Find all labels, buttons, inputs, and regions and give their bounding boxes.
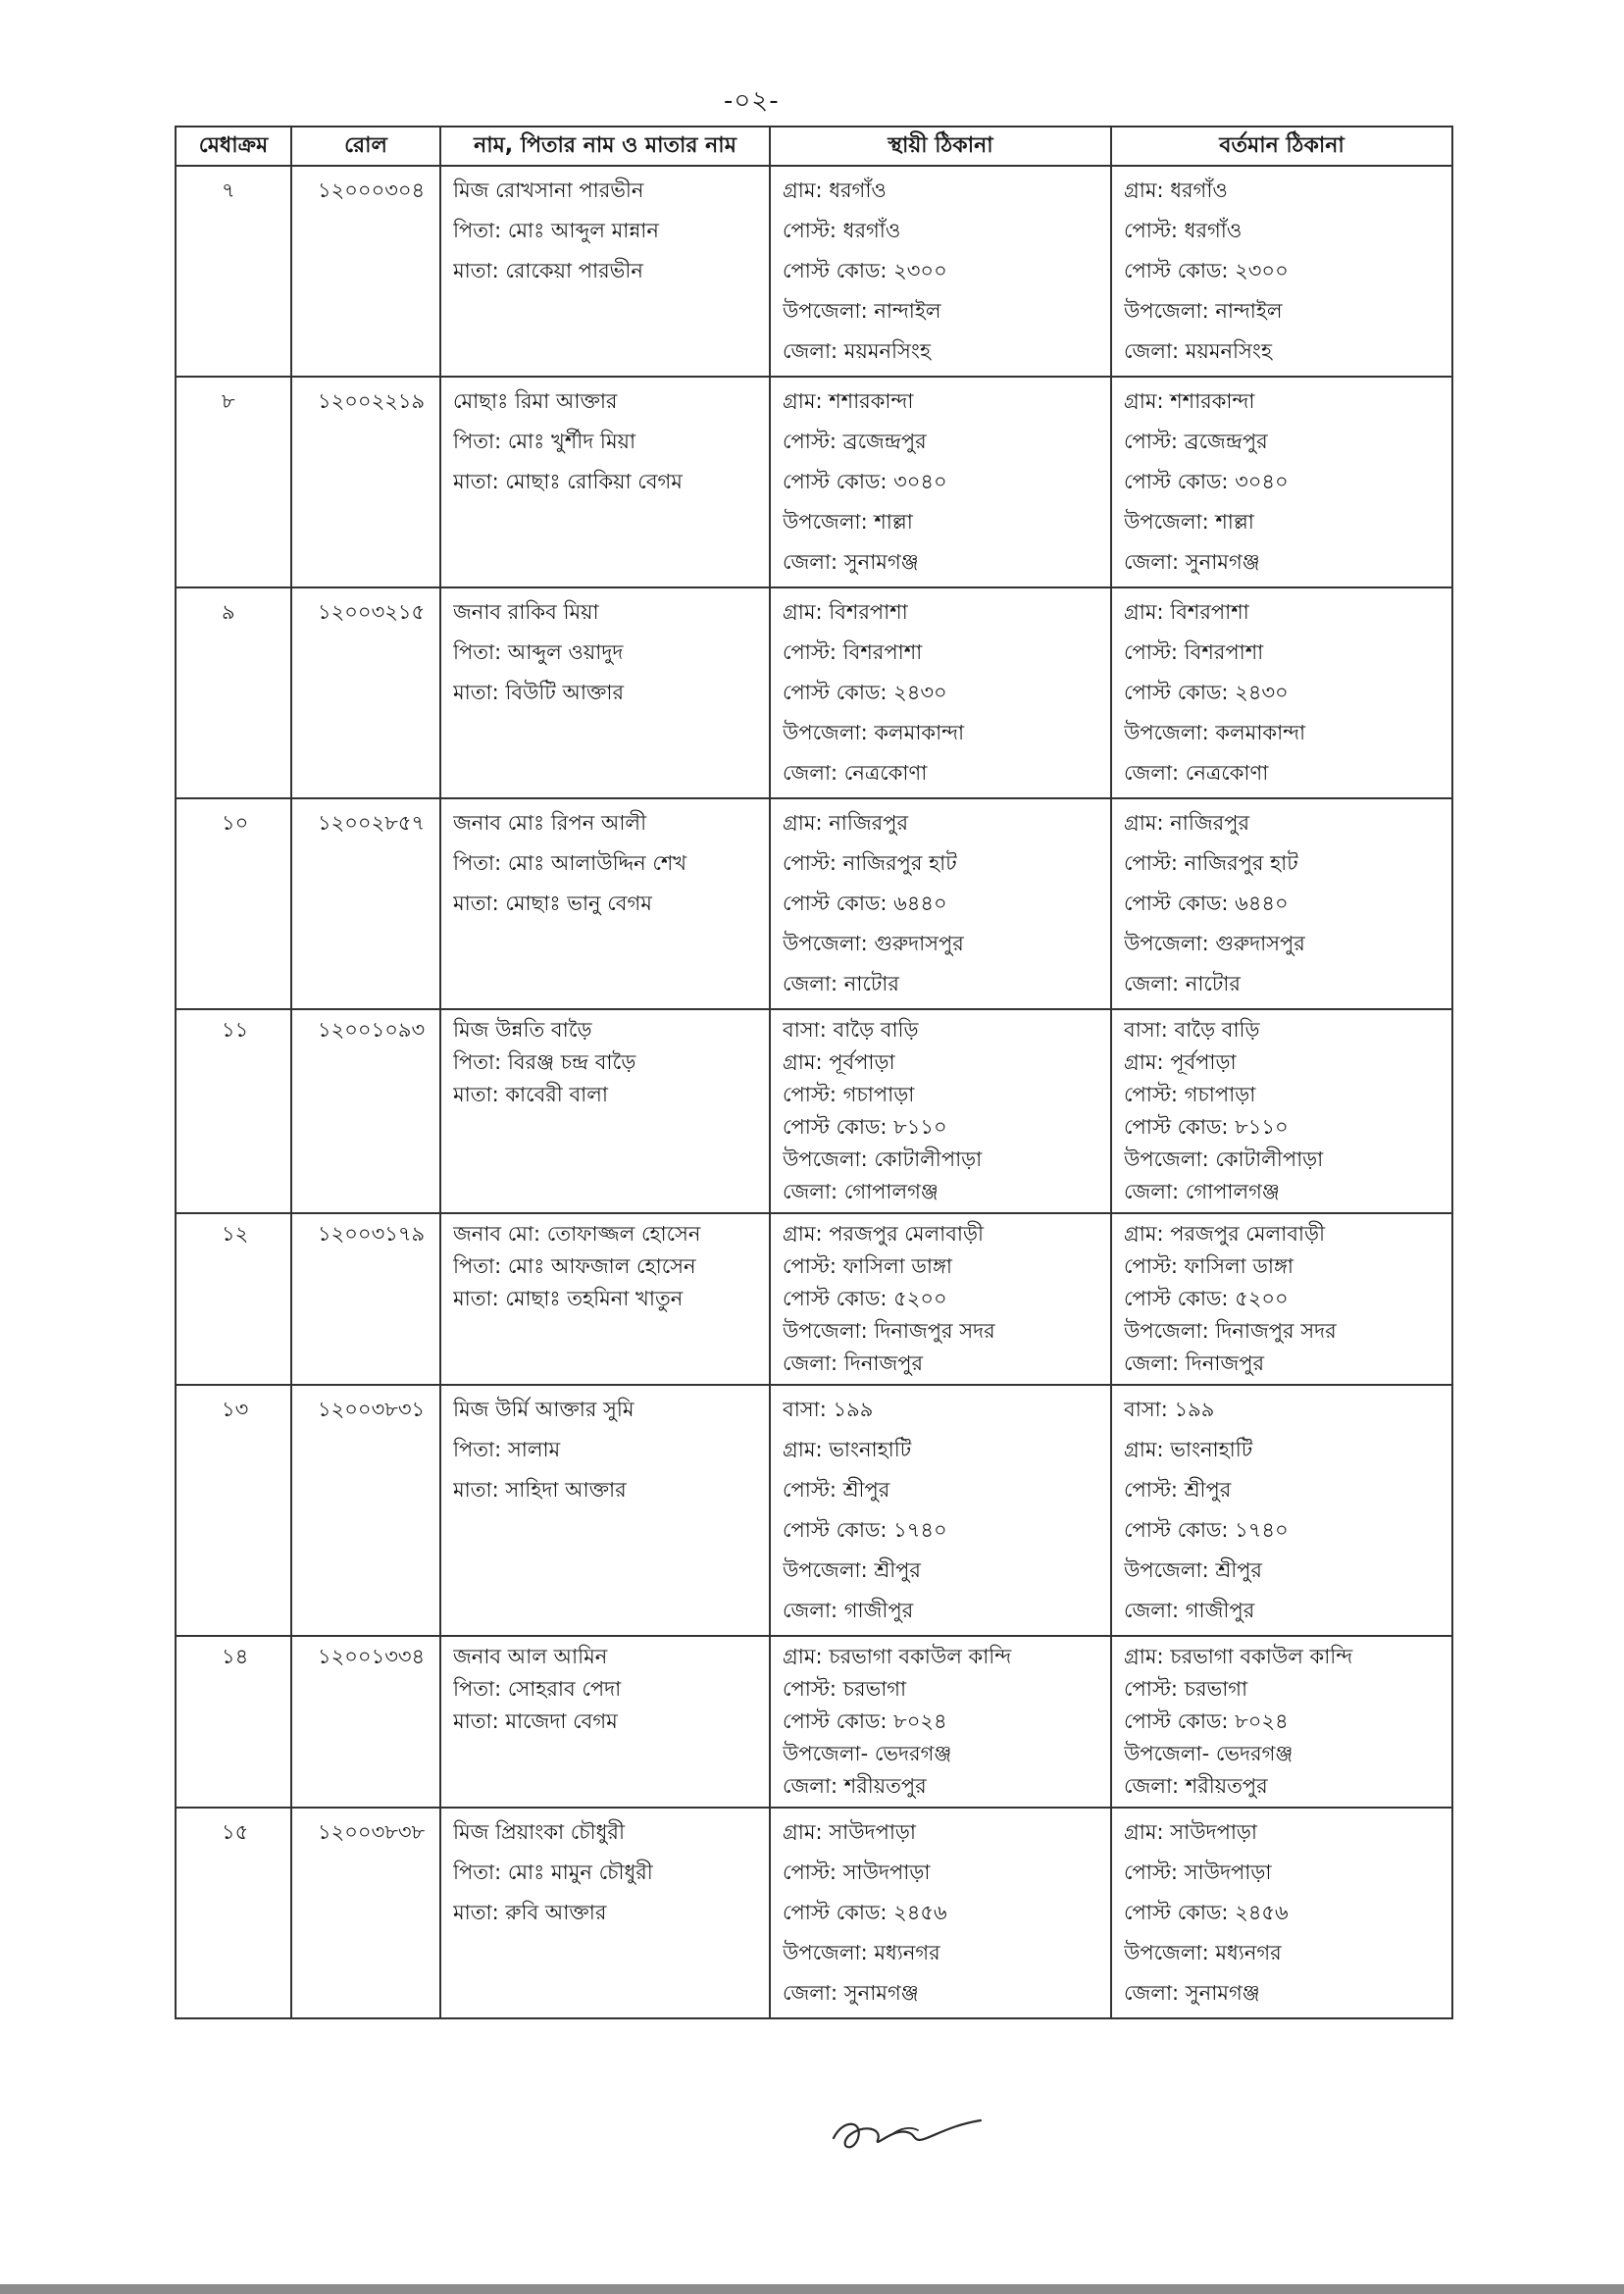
address-line: পোস্ট কোড: ২৩০০ <box>783 259 947 282</box>
table-row <box>176 377 1452 587</box>
name-parents-cell <box>440 377 770 587</box>
address-line: উপজেলা: গুরুদাসপুর <box>1124 932 1305 955</box>
table-row <box>176 1213 1452 1385</box>
permanent-address-cell <box>770 1385 1111 1636</box>
address-line: পোস্ট: ধরগাঁও <box>1124 219 1243 242</box>
address-line: গ্রাম: ভাংনাহাটি <box>783 1438 912 1461</box>
name-line: পিতা: মোঃ মামুন চৌধুরী <box>453 1861 653 1884</box>
name-line: জনাব আল আমিন <box>453 1645 608 1668</box>
name-line: পিতা: আব্দুল ওয়াদুদ <box>453 640 624 664</box>
address-line: বাসা: ১৯৯ <box>783 1398 874 1421</box>
name-line: পিতা: সোহরাব পেদা <box>453 1677 622 1701</box>
table-row <box>176 166 1452 377</box>
address-line: পোস্ট: নাজিরপুর হাট <box>783 851 957 875</box>
roll-cell: ১২০০২২১৯ <box>291 377 440 587</box>
present-address-cell <box>1111 1009 1452 1213</box>
address-line: গ্রাম: সাউদপাড়া <box>783 1820 917 1844</box>
address-line: উপজেলা: কোটালীপাড়া <box>1124 1147 1324 1171</box>
address-line: পোস্ট কোড: ৫২০০ <box>1124 1287 1289 1310</box>
address-line: পোস্ট কোড: ৬৪৪০ <box>1124 892 1289 915</box>
address-line: উপজেলা: নান্দাইল <box>783 299 941 323</box>
address-line: পোস্ট: সাউদপাড়া <box>1124 1861 1272 1884</box>
address-line: পোস্ট: ফাসিলা ডাঙ্গা <box>783 1254 952 1278</box>
name-line: মাতা: কাবেরী বালা <box>453 1083 609 1106</box>
name-line: মাতা: মোছাঃ তহমিনা খাতুন <box>453 1287 684 1310</box>
address-line: পোস্ট কোড: ১৭৪০ <box>783 1518 947 1542</box>
address-line: পোস্ট কোড: ১৭৪০ <box>1124 1518 1289 1542</box>
name-line: জনাব রাকিব মিয়া <box>453 600 599 624</box>
address-line: জেলা: গোপালগঞ্জ <box>783 1180 939 1203</box>
address-line: পোস্ট: গচাপাড়া <box>1124 1083 1256 1106</box>
address-line: উপজেলা: নান্দাইল <box>1124 299 1283 323</box>
table-row <box>176 1808 1452 2018</box>
roll-cell: ১২০০১০৯৩ <box>291 1009 440 1213</box>
address-line: পোস্ট কোড: ৩০৪০ <box>783 470 947 493</box>
address-line: জেলা: সুনামগঞ্জ <box>1124 1981 1260 2005</box>
address-line: জেলা: নেত্রকোণা <box>1124 761 1269 785</box>
address-line: পোস্ট কোড: ৮১১০ <box>1124 1115 1289 1139</box>
present-address-cell <box>1111 1385 1452 1636</box>
address-line: উপজেলা: কলমাকান্দা <box>783 721 965 744</box>
name-line: মাতা: মোছাঃ ভানু বেগম <box>453 892 652 915</box>
roll-cell: ১২০০১৩৩৪ <box>291 1636 440 1808</box>
address-line: জেলা: ময়মনসিংহ <box>783 339 931 363</box>
table-row <box>176 587 1452 798</box>
name-line: পিতা: মোঃ আলাউদ্দিন শেখ <box>453 851 687 875</box>
address-line: গ্রাম: শশারকান্দা <box>1124 389 1255 413</box>
address-line: উপজেলা: কোটালীপাড়া <box>783 1147 983 1171</box>
address-line: গ্রাম: পূর্বপাড়া <box>783 1050 895 1074</box>
roll-cell: ১২০০২৮৫৭ <box>291 798 440 1009</box>
address-line: জেলা: সুনামগঞ্জ <box>783 550 919 574</box>
header-present-address: বর্তমান ঠিকানা <box>1111 127 1452 166</box>
merit-order-cell: ১৩ <box>176 1385 291 1636</box>
name-parents-cell <box>440 1009 770 1213</box>
name-parents-cell <box>440 798 770 1009</box>
address-line: উপজেলা: মধ্যনগর <box>783 1941 940 1964</box>
merit-order-cell: ১০ <box>176 798 291 1009</box>
name-parents-cell <box>440 1385 770 1636</box>
address-line: উপজেলা: গুরুদাসপুর <box>783 932 964 955</box>
address-line: গ্রাম: পরজপুর মেলাবাড়ী <box>783 1222 985 1246</box>
permanent-address-cell <box>770 587 1111 798</box>
merit-order-cell: ১২ <box>176 1213 291 1385</box>
name-parents-cell <box>440 587 770 798</box>
present-address-cell <box>1111 1636 1452 1808</box>
name-line: মাতা: মাজেদা বেগম <box>453 1709 618 1733</box>
name-line: পিতা: মোঃ আফজাল হোসেন <box>453 1254 696 1278</box>
address-line: পোস্ট কোড: ২৪৩০ <box>783 681 947 704</box>
address-line: পোস্ট কোড: ৮০২৪ <box>783 1709 947 1733</box>
header-roll: রোল <box>291 127 440 166</box>
address-line: উপজেলা: শাল্লা <box>783 510 913 534</box>
address-line: জেলা: সুনামগঞ্জ <box>783 1981 919 2005</box>
present-address-cell <box>1111 377 1452 587</box>
address-line: জেলা: দিনাজপুর <box>783 1351 924 1375</box>
merit-order-cell: ৭ <box>176 166 291 377</box>
name-line: জনাব মো: তোফাজ্জল হোসেন <box>453 1222 701 1246</box>
address-line: পোস্ট কোড: ৮১১০ <box>783 1115 947 1139</box>
address-line: গ্রাম: পরজপুর মেলাবাড়ী <box>1124 1222 1326 1246</box>
address-line: গ্রাম: ভাংনাহাটি <box>1124 1438 1253 1461</box>
address-line: জেলা: নাটোর <box>783 972 899 995</box>
table-row <box>176 1385 1452 1636</box>
name-line: পিতা: বিরঞ্জ চন্দ্র বাড়ৈ <box>453 1050 636 1074</box>
address-line: উপজেলা: শ্রীপুর <box>783 1558 921 1582</box>
address-line: উপজেলা: শাল্লা <box>1124 510 1254 534</box>
merit-order-cell: ১৫ <box>176 1808 291 2018</box>
name-parents-cell <box>440 166 770 377</box>
permanent-address-cell <box>770 377 1111 587</box>
name-line: মাতা: বিউটি আক্তার <box>453 681 625 704</box>
name-parents-cell <box>440 1213 770 1385</box>
merit-order-cell: ১১ <box>176 1009 291 1213</box>
address-line: জেলা: গাজীপুর <box>1124 1599 1255 1622</box>
page-bottom-edge <box>0 2284 1624 2294</box>
address-line: পোস্ট: চরভাগা <box>1124 1677 1248 1701</box>
address-line: পোস্ট কোড: ২৪৫৬ <box>783 1901 947 1924</box>
address-line: পোস্ট: নাজিরপুর হাট <box>1124 851 1298 875</box>
address-line: জেলা: সুনামগঞ্জ <box>1124 550 1260 574</box>
address-line: পোস্ট কোড: ৬৪৪০ <box>783 892 947 915</box>
name-line: পিতা: মোঃ খুর্শীদ মিয়া <box>453 430 636 453</box>
address-line: গ্রাম: শশারকান্দা <box>783 389 914 413</box>
address-line: পোস্ট: শ্রীপুর <box>1124 1478 1232 1502</box>
name-line: পিতা: মোঃ আব্দুল মান্নান <box>453 219 659 242</box>
address-line: পোস্ট কোড: ৫২০০ <box>783 1287 947 1310</box>
address-line: পোস্ট: ফাসিলা ডাঙ্গা <box>1124 1254 1294 1278</box>
present-address-cell <box>1111 587 1452 798</box>
table-header-row <box>176 127 1452 166</box>
address-line: বাসা: ১৯৯ <box>1124 1398 1215 1421</box>
roll-cell: ১২০০৩২১৫ <box>291 587 440 798</box>
address-line: জেলা: শরীয়তপুর <box>1124 1774 1268 1798</box>
table-row <box>176 1636 1452 1808</box>
address-line: জেলা: গাজীপুর <box>783 1599 914 1622</box>
address-line: জেলা: নেত্রকোণা <box>783 761 928 785</box>
address-line: পোস্ট: গচাপাড়া <box>783 1083 915 1106</box>
present-address-cell <box>1111 166 1452 377</box>
page-number: -০২- <box>724 86 780 116</box>
address-line: পোস্ট কোড: ২৪৫৬ <box>1124 1901 1289 1924</box>
address-line: পোস্ট: সাউদপাড়া <box>783 1861 931 1884</box>
candidate-table <box>175 126 1453 2019</box>
address-line: গ্রাম: নাজিরপুর <box>1124 811 1250 835</box>
name-line: মিজ উন্নতি বাড়ৈ <box>453 1018 592 1042</box>
address-line: জেলা: গোপালগঞ্জ <box>1124 1180 1280 1203</box>
address-line: গ্রাম: পূর্বপাড়া <box>1124 1050 1237 1074</box>
header-permanent-address: স্থায়ী ঠিকানা <box>770 127 1111 166</box>
roll-cell: ১২০০৩১৭৯ <box>291 1213 440 1385</box>
address-line: গ্রাম: চরভাগা বকাউল কান্দি <box>783 1645 1012 1668</box>
address-line: গ্রাম: নাজিরপুর <box>783 811 909 835</box>
address-line: উপজেলা- ভেদরগঞ্জ <box>1124 1742 1294 1765</box>
address-line: জেলা: শরীয়তপুর <box>783 1774 927 1798</box>
address-line: বাসা: বাড়ৈ বাড়ি <box>783 1018 919 1042</box>
merit-order-cell: ৯ <box>176 587 291 798</box>
address-line: জেলা: নাটোর <box>1124 972 1241 995</box>
address-line: পোস্ট কোড: ৩০৪০ <box>1124 470 1289 493</box>
name-line: মিজ প্রিয়াংকা চৌধুরী <box>453 1820 625 1844</box>
name-line: মাতা: রোকেয়া পারভীন <box>453 259 643 282</box>
permanent-address-cell <box>770 1213 1111 1385</box>
name-parents-cell <box>440 1808 770 2018</box>
header-merit-order: মেধাক্রম <box>176 127 291 166</box>
address-line: গ্রাম: ধরগাঁও <box>1124 178 1228 202</box>
name-line: জনাব মোঃ রিপন আলী <box>453 811 647 835</box>
name-line: মাতা: মোছাঃ রোকিয়া বেগম <box>453 470 683 493</box>
address-line: পোস্ট কোড: ২৪৩০ <box>1124 681 1289 704</box>
address-line: উপজেলা: মধ্যনগর <box>1124 1941 1282 1964</box>
name-parents-cell <box>440 1636 770 1808</box>
address-line: পোস্ট কোড: ২৩০০ <box>1124 259 1289 282</box>
roll-cell: ১২০০০৩০৪ <box>291 166 440 377</box>
permanent-address-cell <box>770 798 1111 1009</box>
permanent-address-cell <box>770 1009 1111 1213</box>
permanent-address-cell <box>770 166 1111 377</box>
name-line: পিতা: সালাম <box>453 1438 561 1461</box>
name-line: মাতা: রুবি আক্তার <box>453 1901 607 1924</box>
table-row <box>176 798 1452 1009</box>
name-line: মোছাঃ রিমা আক্তার <box>453 389 618 413</box>
candidate-table-wrapper <box>175 126 1451 2019</box>
address-line: পোস্ট: ধরগাঁও <box>783 219 901 242</box>
address-line: উপজেলা: দিনাজপুর সদর <box>1124 1319 1337 1343</box>
address-line: পোস্ট: চরভাগা <box>783 1677 907 1701</box>
address-line: গ্রাম: বিশরপাশা <box>1124 600 1249 624</box>
address-line: জেলা: ময়মনসিংহ <box>1124 339 1272 363</box>
address-line: পোস্ট কোড: ৮০২৪ <box>1124 1709 1289 1733</box>
merit-order-cell: ১৪ <box>176 1636 291 1808</box>
signature <box>824 2099 990 2167</box>
address-line: উপজেলা: কলমাকান্দা <box>1124 721 1306 744</box>
table-row <box>176 1009 1452 1213</box>
address-line: পোস্ট: ব্রজেন্দ্রপুর <box>783 430 927 453</box>
table-body <box>176 166 1452 2018</box>
merit-order-cell: ৮ <box>176 377 291 587</box>
present-address-cell <box>1111 1808 1452 2018</box>
name-line: মিজ রোখসানা পারভীন <box>453 178 644 202</box>
address-line: উপজেলা: শ্রীপুর <box>1124 1558 1262 1582</box>
address-line: বাসা: বাড়ৈ বাড়ি <box>1124 1018 1260 1042</box>
address-line: গ্রাম: চরভাগা বকাউল কান্দি <box>1124 1645 1353 1668</box>
name-line: মিজ উর্মি আক্তার সুমি <box>453 1398 634 1421</box>
permanent-address-cell <box>770 1808 1111 2018</box>
address-line: গ্রাম: সাউদপাড়া <box>1124 1820 1258 1844</box>
address-line: পোস্ট: বিশরপাশা <box>783 640 923 664</box>
address-line: গ্রাম: বিশরপাশা <box>783 600 908 624</box>
address-line: পোস্ট: বিশরপাশা <box>1124 640 1264 664</box>
present-address-cell <box>1111 798 1452 1009</box>
present-address-cell <box>1111 1213 1452 1385</box>
roll-cell: ১২০০৩৮৩১ <box>291 1385 440 1636</box>
address-line: পোস্ট: শ্রীপুর <box>783 1478 890 1502</box>
address-line: পোস্ট: ব্রজেন্দ্রপুর <box>1124 430 1268 453</box>
address-line: গ্রাম: ধরগাঁও <box>783 178 887 202</box>
name-line: মাতা: সাহিদা আক্তার <box>453 1478 627 1502</box>
address-line: উপজেলা- ভেদরগঞ্জ <box>783 1742 952 1765</box>
roll-cell: ১২০০৩৮৩৮ <box>291 1808 440 2018</box>
header-name-parents: নাম, পিতার নাম ও মাতার নাম <box>440 127 770 166</box>
address-line: উপজেলা: দিনাজপুর সদর <box>783 1319 995 1343</box>
address-line: জেলা: দিনাজপুর <box>1124 1351 1265 1375</box>
permanent-address-cell <box>770 1636 1111 1808</box>
